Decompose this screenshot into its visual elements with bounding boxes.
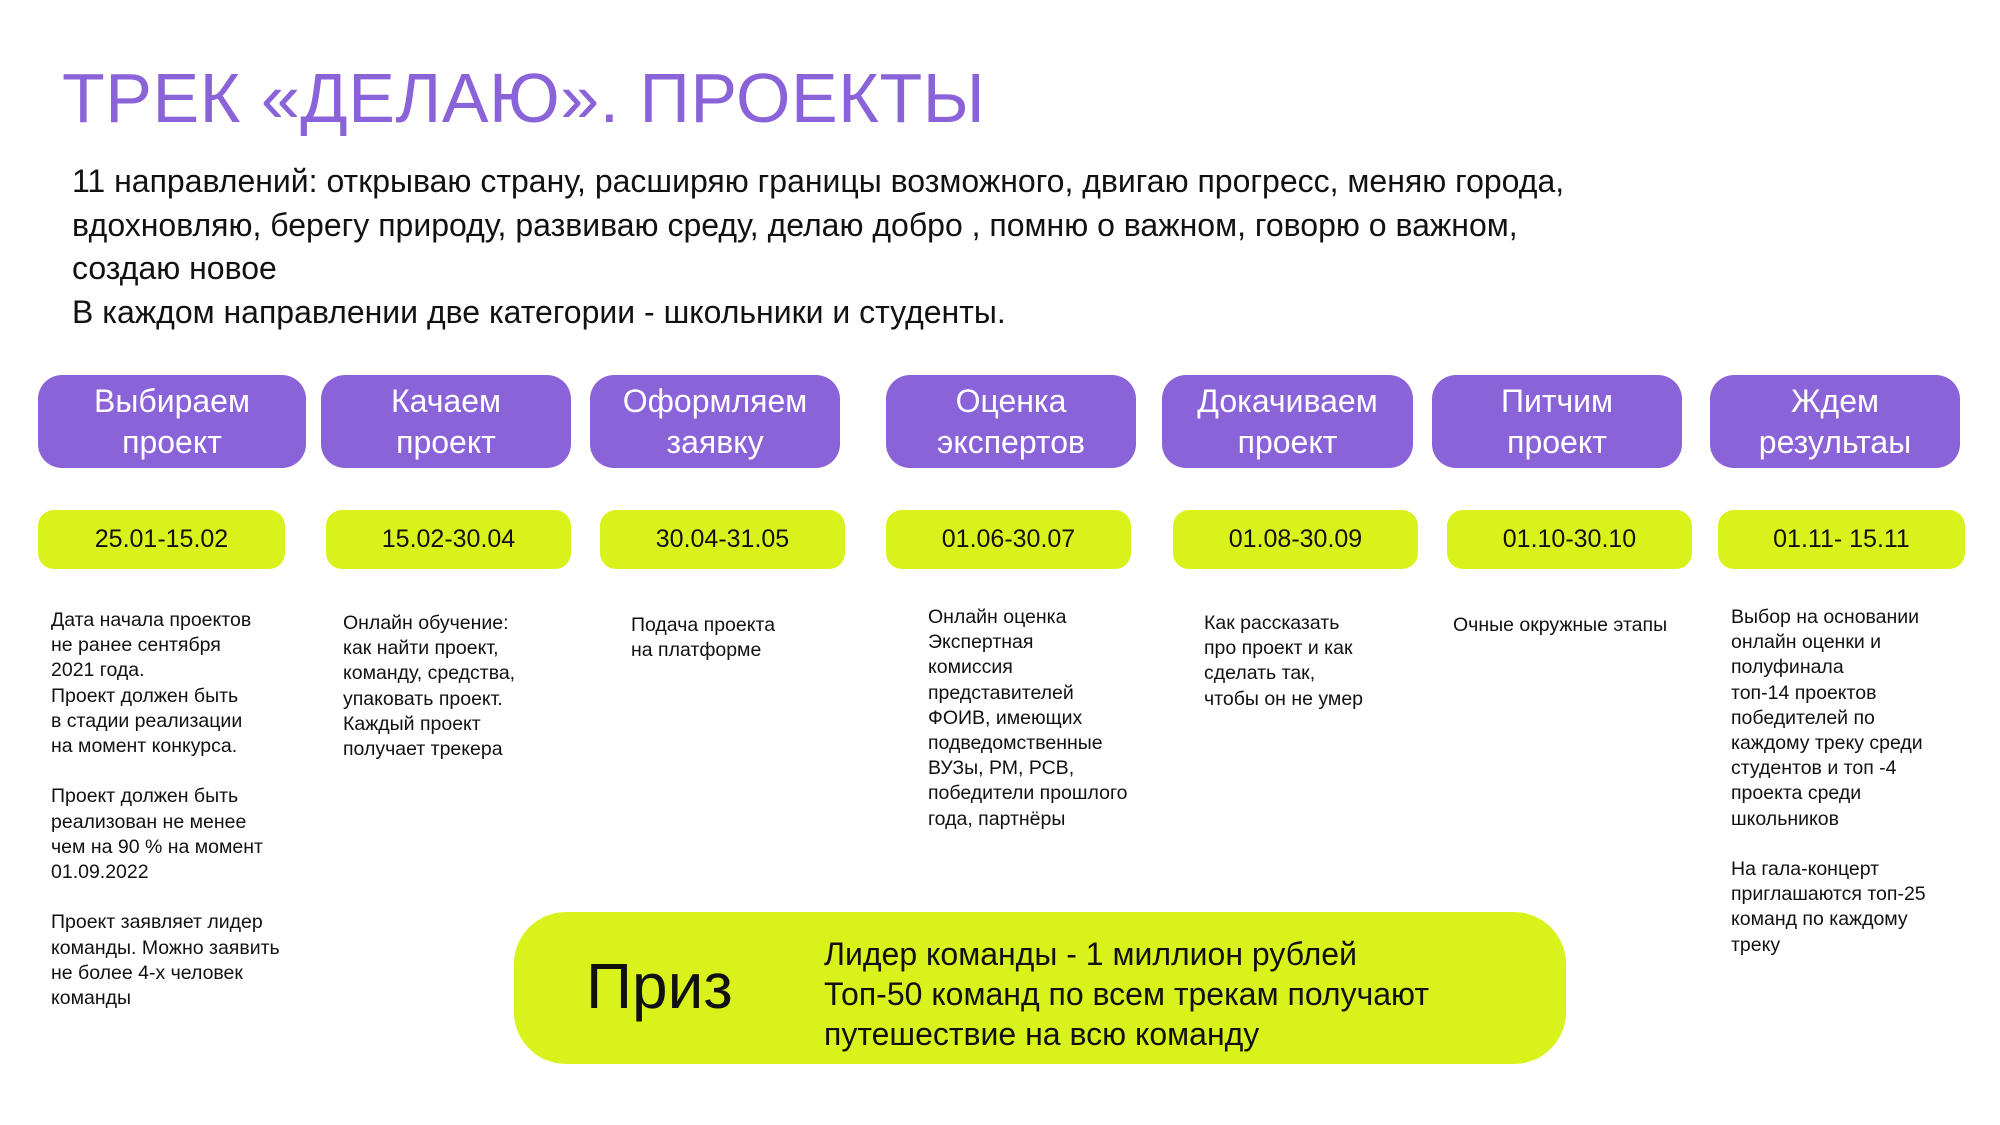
stage-dates-develop-project: 15.02-30.04 — [326, 510, 571, 569]
stage-label-await-results: Ждем результаы — [1710, 375, 1960, 468]
stage-dates-finalize-project: 01.08-30.09 — [1173, 510, 1418, 569]
stage-description-finalize-project: Как рассказать про проект и как сделать так, чтобы он не умер — [1204, 612, 1364, 710]
prize-line-top50: Топ-50 команд по всем трекам получают — [824, 976, 1429, 1012]
prize-banner — [514, 912, 1566, 1064]
stage-dates-submit-application: 30.04-31.05 — [600, 510, 845, 569]
prize-line-leader: Лидер команды - 1 миллион рублей — [824, 936, 1357, 972]
stage-description-await-results: Выбор на основании онлайн оценки и полуфинала топ-14 проектов победителей по каждому треку среди студентов и топ -4 проекта среди школьников На гала-концерт приглашаются топ-25 команд по каждому треку — [1731, 606, 1926, 956]
intro-text — [72, 160, 1792, 334]
stage-dates-pitch-project: 01.10-30.10 — [1447, 510, 1692, 569]
stage-dates-expert-review: 01.06-30.07 — [886, 510, 1131, 569]
stage-label-select-project: Выбираем проект — [38, 375, 306, 468]
intro-line-directions-end: создаю новое — [72, 250, 277, 286]
stage-label-expert-review: Оценка экспертов — [886, 375, 1136, 468]
intro-line-directions-cont: вдохновляю, берегу природу, развиваю среду, делаю добро , помню о важном, говорю о важном, — [72, 206, 1518, 243]
prize-title: Приз — [586, 950, 733, 1022]
stage-description-submit-application: Подача проекта на платформе — [631, 614, 776, 662]
intro-line-categories: В каждом направлении две категории - школьники и студенты. — [72, 293, 1006, 330]
stage-label-finalize-project: Докачиваем проект — [1162, 375, 1413, 468]
prize-line-trip: путешествие на всю команду — [824, 1016, 1260, 1052]
stage-description-expert-review: Онлайн оценка Экспертная комиссия представителей ФОИВ, имеющих подведомственные ВУЗы, РМ, РСВ, победители прошлого года, партнёры — [928, 606, 1128, 830]
stage-description-pitch-project: Очные окружные этапы — [1453, 614, 1668, 636]
stage-dates-select-project: 25.01-15.02 — [38, 510, 285, 569]
stage-label-develop-project: Качаем проект — [321, 375, 571, 468]
stage-dates-await-results: 01.11- 15.11 — [1718, 510, 1965, 569]
stage-description-develop-project: Онлайн обучение: как найти проект, команду, средства, упаковать проект. Каждый проект получает трекера — [343, 612, 516, 761]
stage-label-submit-application: Оформляем заявку — [590, 375, 840, 468]
intro-line-directions: 11 направлений: открываю страну, расширяю границы возможного, двигаю прогресс, меняю города, — [72, 163, 1565, 199]
page-title: ТРЕК «ДЕЛАЮ». ПРОЕКТЫ — [62, 59, 986, 137]
stage-description-select-project: Дата начала проектов не ранее сентября 2021 года. Проект должен быть в стадии реализации на момент конкурса. Проект должен быть реализован не менее чем на 90 % на момент 01.09.2022 Проект заявляет лидер команды. Можно заявить не более 4-х человек команды — [51, 609, 280, 1010]
prize-details — [824, 934, 1429, 1054]
stage-label-pitch-project: Питчим проект — [1432, 375, 1682, 468]
